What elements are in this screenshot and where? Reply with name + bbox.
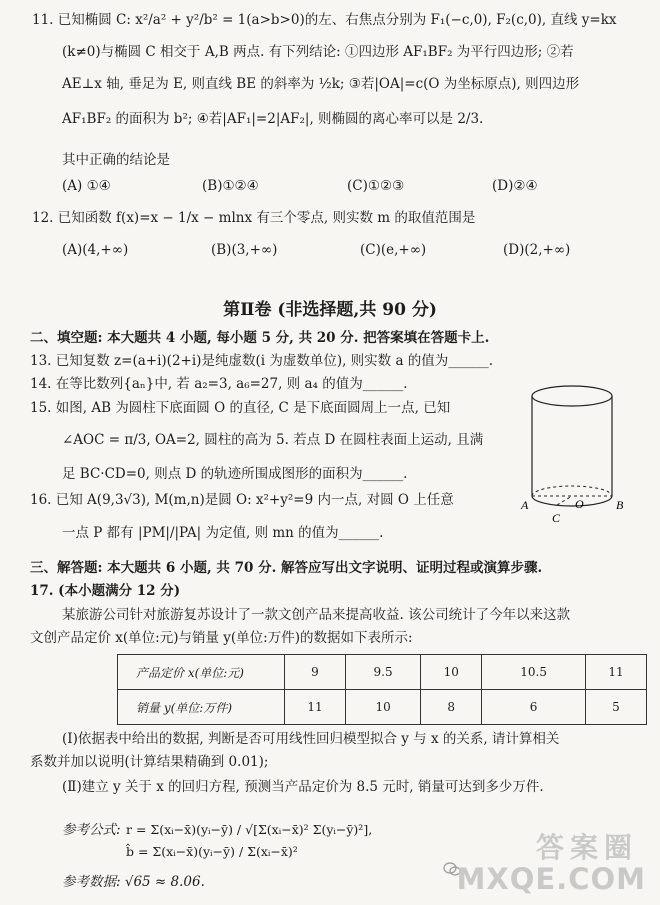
q11-option-c: (C)①②③: [347, 178, 405, 194]
figure-label-c: C: [552, 511, 561, 525]
q17-para1: 某旅游公司针对旅游复苏设计了一款文创产品来提高收益. 该公司统计了今年以来这款: [62, 607, 571, 623]
watermark-logo-text: 答案圈: [535, 831, 638, 864]
q13: 13. 已知复数 z=(a+i)(2+i)是纯虚数(i 为虚数单位), 则实数 a 的值为______.: [30, 353, 494, 369]
q11-option-b: (B)①②④: [202, 178, 259, 194]
table-cell: 10: [345, 690, 420, 725]
table-cell: 11: [586, 655, 647, 690]
ref-data: 参考数据: √65 ≈ 8.06.: [62, 874, 205, 890]
figure-label-o: O: [575, 497, 584, 511]
q11-option-d: (D)②④: [492, 178, 538, 194]
solve-section-header: 三、解答题: 本大题共 6 小题, 共 70 分. 解答应写出文字说明、证明过程或演算步骤.: [30, 560, 543, 576]
q12-options: [62, 242, 652, 258]
q17-part1-line1: (Ⅰ)依据表中给出的数据, 判断是否可用线性回归模型拟合 y 与 x 的关系, 请计算相关: [62, 731, 560, 747]
q12-option-d: (D)(2,+∞): [503, 242, 571, 258]
q15-line1: 15. 如图, AB 为圆柱下底面圆 O 的直径, C 是下底面圆周上一点, 已知: [30, 400, 451, 416]
q11-line3: AE⊥x 轴, 垂足为 E, 则直线 BE 的斜率为 ½k; ③若|OA|=c(O 为坐标原点), 则四边形: [62, 76, 580, 92]
q16-line1: 16. 已知 A(9,3√3), M(m,n)是圆 O: x²+y²=9 内一点, 对圆 O 上任意: [30, 492, 454, 508]
q15-line3: 足 BC·CD=0, 则点 D 的轨迹所围成图形的面积为______.: [62, 466, 408, 482]
q11-line2: (k≠0)与椭圆 C 相交于 A,B 两点. 有下列结论: ①四边形 AF₁BF₂ 为平行四边形; ②若: [62, 44, 574, 60]
q17-part2: (Ⅱ)建立 y 关于 x 的回归方程, 预测当产品定价为 8.5 元时, 销量可达到多少万件.: [62, 779, 544, 795]
q12-option-a: (A)(4,+∞): [62, 242, 129, 258]
q11-line4: AF₁BF₂ 的面积为 b²; ④若|AF₁|=2|AF₂|, 则椭圆的离心率可以是 2/3.: [62, 111, 484, 127]
figure-label-b: B: [616, 498, 624, 512]
table-cell: 9: [285, 655, 346, 690]
q14: 14. 在等比数列{aₙ}中, 若 a₂=3, a₆=27, 则 a₄ 的值为______.: [30, 376, 408, 392]
q17-title: 17. (本小题满分 12 分): [30, 583, 181, 599]
q12-line1: 12. 已知函数 f(x)=x − 1/x − mlnx 有三个零点, 则实数 m 的取值范围是: [32, 210, 476, 226]
table-row: [118, 690, 647, 725]
row1-label: 产品定价 x(单位:元): [118, 655, 285, 690]
row2-label: 销量 y(单位:万件): [118, 690, 285, 725]
q11-line1: 11. 已知椭圆 C: x²/a² + y²/b² = 1(a>b>0)的左、右焦点分别为 F₁(−c,0), F₂(c,0), 直线 y=kx: [32, 12, 617, 28]
table-cell: 10: [421, 655, 482, 690]
q15-line2: ∠AOC = π/3, OA=2, 圆柱的高为 5. 若点 D 在圆柱表面上运动, 且满: [62, 432, 484, 448]
section-title: 第Ⅱ卷 (非选择题,共 90 分): [223, 300, 437, 320]
q12-option-c: (C)(e,+∞): [359, 242, 427, 258]
b-formula: b̂ = Σ(xᵢ−x̄)(yᵢ−ȳ) / Σ(xᵢ−x̄)²: [126, 844, 298, 859]
table-cell: 11: [285, 690, 346, 725]
table-cell: 10.5: [482, 655, 586, 690]
figure-label-a: A: [521, 498, 529, 512]
q17-para2: 文创产品定价 x(单位:元)与销量 y(单位:万件)的数据如下表所示:: [30, 630, 413, 646]
fill-section-header: 二、填空题: 本大题共 4 小题, 每小题 5 分, 共 20 分. 把答案填在答题卡上.: [30, 330, 490, 346]
table-cell: 9.5: [345, 655, 420, 690]
table-cell: 8: [421, 690, 482, 725]
data-table: [117, 654, 647, 725]
ref-formula-label: 参考公式:: [62, 822, 121, 838]
q11-option-a: (A) ①④: [62, 178, 111, 194]
q11-line5: 其中正确的结论是: [62, 152, 170, 168]
r-formula: r = Σ(xᵢ−x̄)(yᵢ−ȳ) / √[Σ(xᵢ−x̄)² Σ(yᵢ−ȳ)²],: [126, 822, 373, 837]
table-row: [118, 655, 647, 690]
q17-part1-line2: 系数并加以说明(计算结果精确到 0.01);: [30, 754, 269, 770]
q11-options: [62, 178, 652, 194]
table-cell: 5: [586, 690, 647, 725]
q16-line2: 一点 P 都有 |PM|/|PA| 为定值, 则 mn 的值为______.: [62, 525, 384, 541]
watermark-url: MXQE.COM: [456, 862, 646, 896]
table-cell: 6: [482, 690, 586, 725]
cylinder-figure: [515, 380, 635, 528]
q12-option-b: (B)(3,+∞): [210, 242, 278, 258]
